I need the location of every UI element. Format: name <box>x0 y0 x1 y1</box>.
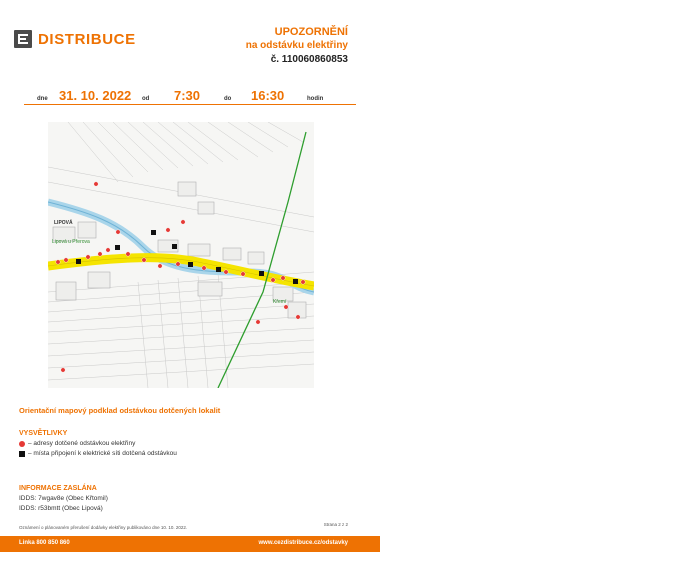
notice-subtitle: na odstávku elektřiny <box>245 40 348 51</box>
brand-name: DISTRIBUCE <box>38 30 136 48</box>
hotline-text: Linka 800 850 860 <box>19 540 70 546</box>
map-label-village: LIPOVÁ <box>54 220 73 226</box>
page-number: Strana 2 z 2 <box>323 522 348 527</box>
from-label: od <box>142 96 150 102</box>
brand-logo <box>14 30 136 48</box>
to-label: do <box>224 96 232 102</box>
black-square-icon <box>19 451 25 457</box>
map-label-stream-1: Lipová u Přerova <box>52 239 90 245</box>
cez-logo-icon <box>14 30 32 48</box>
to-time: 16:30 <box>251 88 285 103</box>
info-title: INFORMACE ZASLÁNA <box>19 485 97 492</box>
map-graphic <box>48 122 314 388</box>
footer-url-link[interactable]: www.cezdistribuce.cz/odstavky <box>258 540 348 546</box>
outage-map <box>48 122 314 388</box>
notice-header <box>246 25 348 67</box>
outage-date: 31. 10. 2022 <box>59 88 132 103</box>
hours-label: hodin <box>307 96 324 102</box>
red-dot-icon <box>19 441 25 447</box>
legend-text-connections: – místa připojení k elektrické síti dotčená odstávkou <box>28 450 177 457</box>
info-line-1: IDDS: 7wgav8e (Obec Křtomil) <box>19 495 108 502</box>
map-caption: Orientační mapový podklad odstávkou dotčených lokalit <box>19 406 221 415</box>
notice-number: č. 110060860853 <box>270 54 348 65</box>
legend-title: VYSVĚTLIVKY <box>19 430 68 437</box>
info-line-2: IDDS: r53bmtt (Obec Lipová) <box>19 505 103 512</box>
legend-item-addresses <box>19 440 135 447</box>
outage-date-row <box>24 86 356 105</box>
date-label: dne <box>37 96 48 102</box>
publication-note: Oznámení o plánovaném přerušení dodávky elektřiny publikováno dne 10. 10. 2022. <box>19 525 188 530</box>
legend-item-connections <box>19 450 177 457</box>
notice-title: UPOZORNĚNÍ <box>274 26 348 38</box>
legend-text-addresses: – adresy dotčené odstávkou elektřiny <box>28 440 136 447</box>
from-time: 7:30 <box>174 88 201 103</box>
footer-bar <box>0 536 380 552</box>
map-label-stream-2: Křemí <box>273 299 287 305</box>
